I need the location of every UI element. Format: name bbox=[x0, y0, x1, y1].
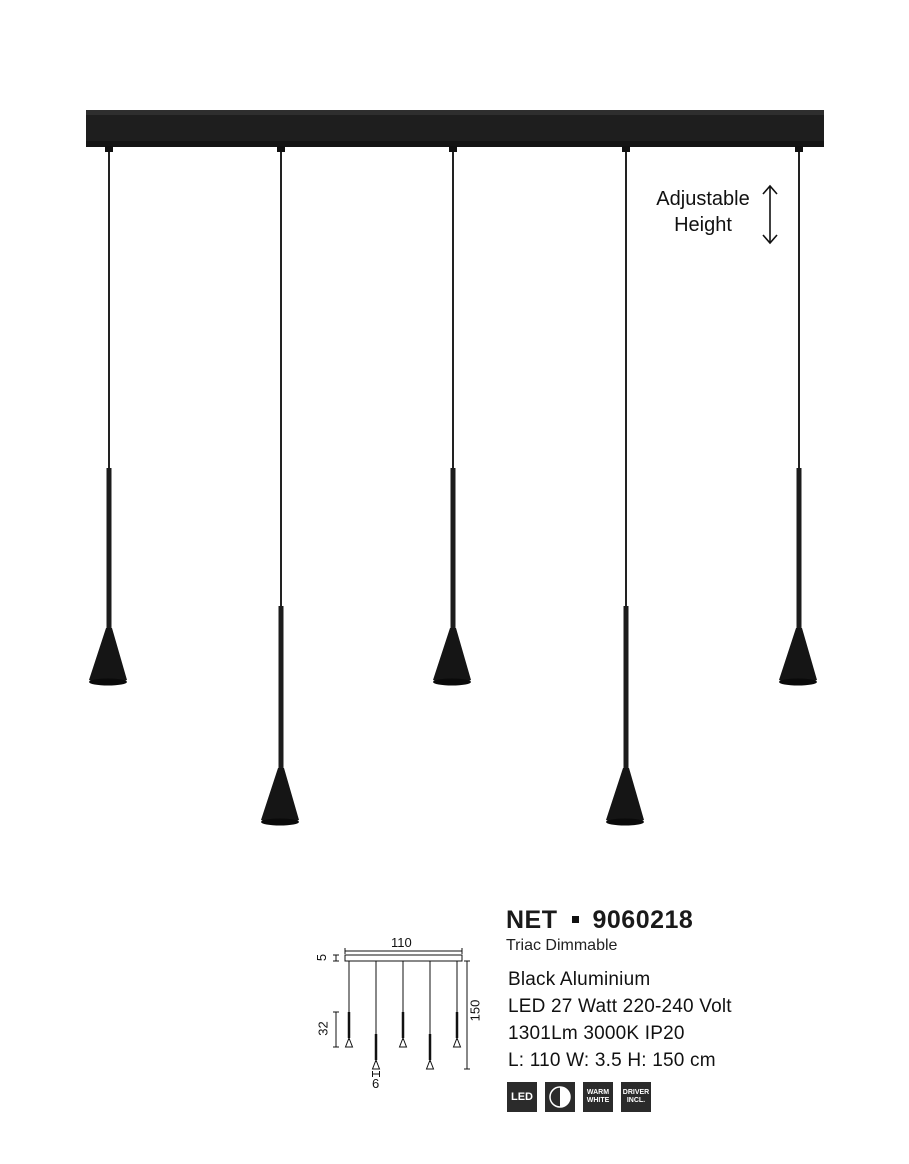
spec-power: LED 27 Watt 220-240 Volt bbox=[508, 996, 732, 1017]
driver-line2: INCL. bbox=[626, 1097, 646, 1104]
adjustable-label-line2: Height bbox=[674, 214, 732, 236]
dimmer-icon bbox=[545, 1082, 575, 1112]
driver-line1: DRIVER bbox=[622, 1089, 650, 1096]
product-title bbox=[506, 906, 693, 935]
spec-dimensions: L: 110 W: 3.5 H: 150 cm bbox=[508, 1050, 716, 1071]
title-separator bbox=[572, 916, 579, 923]
product-code: 9060218 bbox=[592, 906, 694, 934]
dimension-drawing bbox=[333, 948, 470, 1077]
warm-white-line2: WHITE bbox=[586, 1097, 610, 1104]
product-title-block bbox=[506, 906, 693, 955]
dim-shade-height-label: 32 bbox=[315, 1021, 331, 1036]
warm-white-badge bbox=[583, 1082, 613, 1112]
pendant-4 bbox=[606, 146, 644, 826]
pendant-1 bbox=[89, 146, 127, 686]
adjustable-label-line1: Adjustable bbox=[656, 188, 750, 210]
pendant-2 bbox=[261, 146, 299, 826]
adjustable-height-label bbox=[640, 186, 766, 238]
dim-length-label: 110 bbox=[391, 935, 412, 950]
product-subtitle: Triac Dimmable bbox=[506, 937, 618, 954]
warm-white-line1: WARM bbox=[586, 1089, 610, 1096]
pendant-3 bbox=[433, 146, 471, 686]
led-badge: LED bbox=[507, 1082, 537, 1112]
feature-badges bbox=[507, 1082, 651, 1112]
driver-included-badge bbox=[621, 1082, 651, 1112]
product-specs bbox=[508, 966, 732, 1074]
dim-top-height-label: 5 bbox=[314, 953, 330, 962]
dim-total-height-label: 150 bbox=[467, 999, 483, 1022]
pendant-5 bbox=[779, 146, 817, 686]
canopy-bar bbox=[86, 110, 824, 147]
spec-material: Black Aluminium bbox=[508, 969, 651, 990]
spec-light: 1301Lm 3000K IP20 bbox=[508, 1023, 685, 1044]
dim-shade-width-label: 6 bbox=[372, 1076, 380, 1091]
product-name: NET bbox=[506, 906, 558, 934]
